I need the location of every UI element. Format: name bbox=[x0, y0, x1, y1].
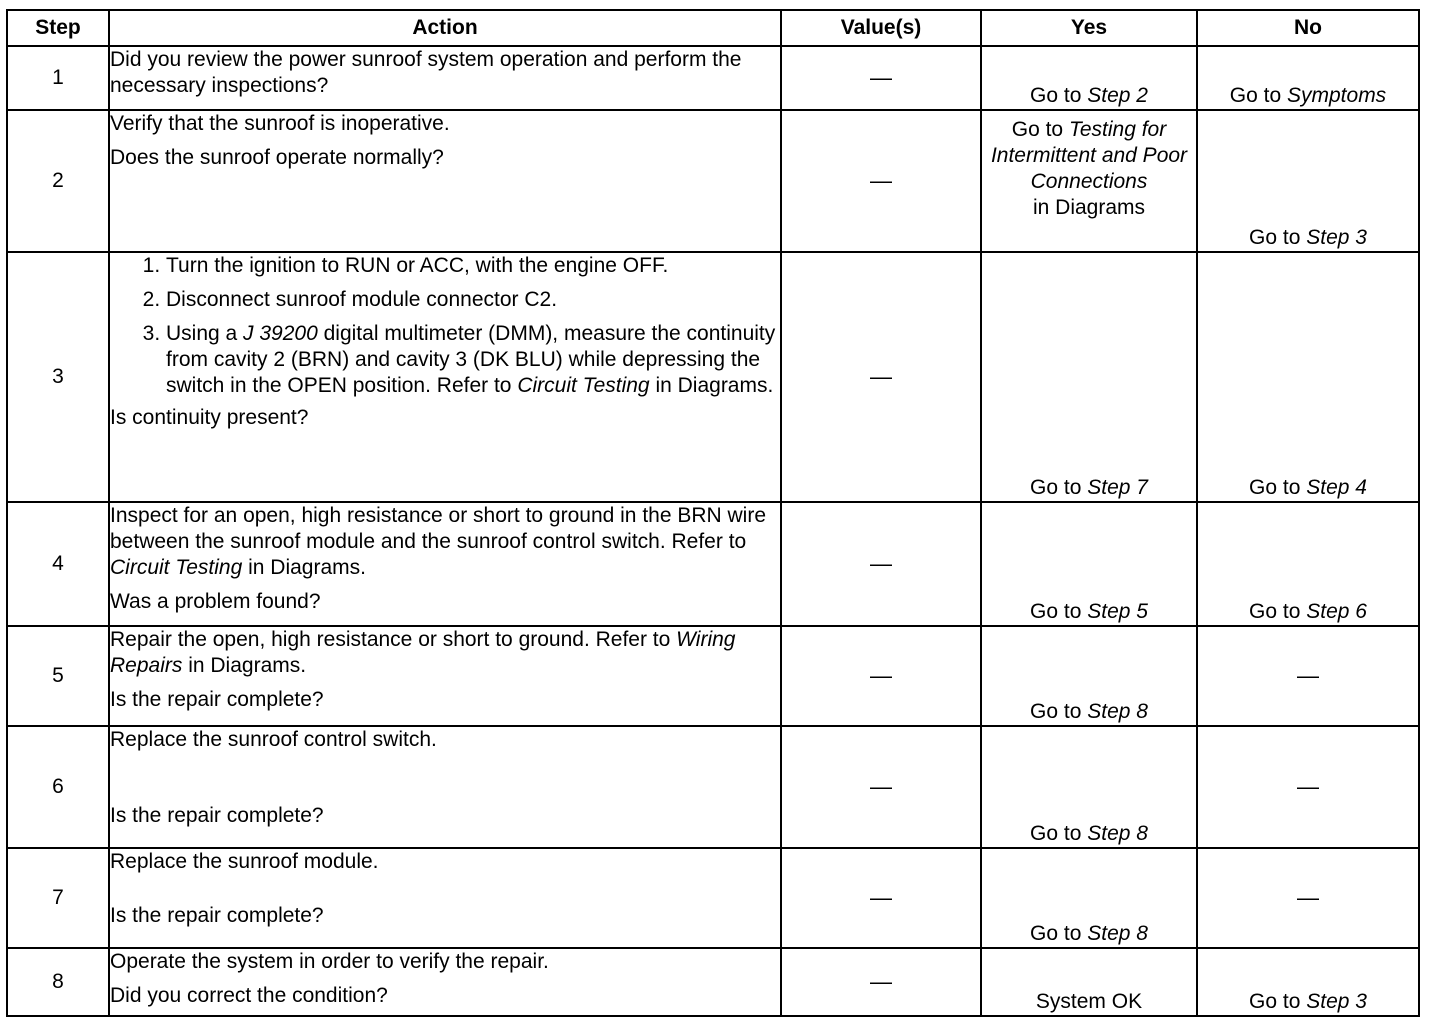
no-prefix: Go to bbox=[1249, 990, 1307, 1013]
value-dash: — bbox=[870, 363, 892, 389]
yes-prefix: Go to bbox=[1030, 600, 1088, 623]
value-cell bbox=[781, 948, 981, 1016]
action-question: Did you correct the condition? bbox=[110, 984, 388, 1007]
no-cell bbox=[1197, 948, 1419, 1016]
step-number: 8 bbox=[7, 948, 109, 1016]
value-dash: — bbox=[870, 64, 892, 90]
yes-suffix-doc: Diagrams bbox=[1055, 196, 1146, 219]
value-cell bbox=[781, 110, 981, 252]
action-cell bbox=[109, 948, 781, 1016]
no-cell bbox=[1197, 626, 1419, 726]
yes-prefix: Go to bbox=[1030, 922, 1088, 945]
action-text: Replace the sunroof control switch. bbox=[110, 728, 437, 751]
header-action: Action bbox=[109, 10, 781, 46]
table-row bbox=[7, 726, 1419, 848]
header-values: Value(s) bbox=[781, 10, 981, 46]
yes-prefix: Go to bbox=[1030, 822, 1088, 845]
yes-prefix: Go to bbox=[1011, 118, 1069, 141]
no-dash: — bbox=[1297, 884, 1319, 910]
yes-cell bbox=[981, 110, 1197, 252]
yes-suffix-in: in bbox=[1032, 196, 1056, 219]
step-number: 4 bbox=[7, 502, 109, 626]
action-cell bbox=[109, 252, 781, 502]
action-question: Is continuity present? bbox=[110, 406, 309, 429]
header-no: No bbox=[1197, 10, 1419, 46]
yes-prefix: Go to bbox=[1030, 84, 1088, 107]
action-cell bbox=[109, 46, 781, 110]
step-number: 5 bbox=[7, 626, 109, 726]
procedure-list bbox=[110, 253, 780, 399]
header-yes: Yes bbox=[981, 10, 1197, 46]
yes-cell bbox=[981, 948, 1197, 1016]
no-link[interactable]: Step 4 bbox=[1306, 476, 1367, 499]
tool-ref: J 39200 bbox=[243, 322, 318, 345]
value-cell bbox=[781, 726, 981, 848]
action-question: Is the repair complete? bbox=[110, 904, 324, 927]
no-prefix: Go to bbox=[1229, 84, 1287, 107]
header-step: Step bbox=[7, 10, 109, 46]
yes-link[interactable]: Step 5 bbox=[1087, 600, 1148, 623]
no-cell bbox=[1197, 848, 1419, 948]
no-prefix: Go to bbox=[1249, 476, 1307, 499]
yes-cell bbox=[981, 252, 1197, 502]
yes-cell bbox=[981, 502, 1197, 626]
value-cell bbox=[781, 252, 981, 502]
list-item: 2. Disconnect sunroof module connector C2. bbox=[166, 287, 780, 313]
action-cell bbox=[109, 110, 781, 252]
step-number: 2 bbox=[7, 110, 109, 252]
yes-link[interactable]: Step 7 bbox=[1087, 476, 1148, 499]
action-text: Verify that the sunroof is inoperative. bbox=[110, 112, 450, 135]
yes-cell bbox=[981, 626, 1197, 726]
action-question: Was a problem found? bbox=[110, 590, 321, 613]
no-cell bbox=[1197, 502, 1419, 626]
yes-prefix: Go to bbox=[1030, 700, 1088, 723]
yes-cell bbox=[981, 726, 1197, 848]
value-cell bbox=[781, 848, 981, 948]
no-cell bbox=[1197, 46, 1419, 110]
action-question: Is the repair complete? bbox=[110, 688, 324, 711]
step-number: 1 bbox=[7, 46, 109, 110]
no-dash: — bbox=[1297, 773, 1319, 799]
yes-link[interactable]: Testing for Intermittent and Poor Connections bbox=[990, 118, 1188, 193]
no-dash: — bbox=[1297, 662, 1319, 688]
table-row bbox=[7, 502, 1419, 626]
action-question: Is the repair complete? bbox=[110, 804, 324, 827]
list-item: 1. Turn the ignition to RUN or ACC, with the engine OFF. bbox=[166, 253, 780, 279]
table-row bbox=[7, 626, 1419, 726]
yes-link[interactable]: Step 2 bbox=[1087, 84, 1148, 107]
value-dash: — bbox=[870, 968, 892, 994]
no-cell bbox=[1197, 110, 1419, 252]
value-cell bbox=[781, 502, 981, 626]
table-row bbox=[7, 110, 1419, 252]
no-link[interactable]: Step 3 bbox=[1306, 990, 1367, 1013]
value-dash: — bbox=[870, 773, 892, 799]
step-number: 7 bbox=[7, 848, 109, 948]
action-text: Inspect for an open, high resistance or short to ground in the BRN wire between the sunroof module and the sunroof control switch. Refer to Circuit Testing in Diagrams. bbox=[110, 504, 767, 579]
yes-link[interactable]: Step 8 bbox=[1087, 822, 1148, 845]
action-cell bbox=[109, 502, 781, 626]
yes-link[interactable]: Step 8 bbox=[1087, 700, 1148, 723]
no-cell bbox=[1197, 726, 1419, 848]
action-question: Does the sunroof operate normally? bbox=[110, 146, 444, 169]
table-row bbox=[7, 46, 1419, 110]
no-prefix: Go to bbox=[1249, 600, 1307, 623]
table-row bbox=[7, 252, 1419, 502]
table-row bbox=[7, 848, 1419, 948]
action-text: Did you review the power sunroof system operation and perform the necessary inspections? bbox=[110, 48, 742, 97]
step-number: 3 bbox=[7, 252, 109, 502]
list-item: 3. Using a J 39200 digital multimeter (DMM), measure the continuity from cavity 2 (BRN) and cavity 3 (DK BLU) while depressing the switch in the OPEN position. Refer to Circuit Testing in Diagrams. bbox=[166, 321, 780, 399]
value-cell bbox=[781, 46, 981, 110]
value-dash: — bbox=[870, 550, 892, 576]
no-cell bbox=[1197, 252, 1419, 502]
action-cell bbox=[109, 626, 781, 726]
circuit-testing-link[interactable]: Circuit Testing bbox=[110, 556, 243, 579]
yes-link[interactable]: Step 8 bbox=[1087, 922, 1148, 945]
value-cell bbox=[781, 626, 981, 726]
action-text: Replace the sunroof module. bbox=[110, 850, 379, 873]
wiring-repairs-link[interactable]: Wiring Repairs bbox=[110, 628, 736, 677]
circuit-testing-link[interactable]: Circuit Testing bbox=[517, 374, 650, 397]
action-cell bbox=[109, 848, 781, 948]
header-row bbox=[7, 10, 1419, 46]
action-cell bbox=[109, 726, 781, 848]
yes-prefix: Go to bbox=[1030, 476, 1088, 499]
no-link[interactable]: Step 6 bbox=[1306, 600, 1367, 623]
value-dash: — bbox=[870, 662, 892, 688]
action-text: Operate the system in order to verify the repair. bbox=[110, 950, 549, 973]
value-dash: — bbox=[870, 167, 892, 193]
diagnostic-table bbox=[6, 9, 1420, 1017]
yes-cell bbox=[981, 848, 1197, 948]
value-dash: — bbox=[870, 884, 892, 910]
no-prefix: Go to bbox=[1249, 226, 1307, 249]
no-link[interactable]: Step 3 bbox=[1306, 226, 1367, 249]
no-link[interactable]: Symptoms bbox=[1287, 84, 1387, 107]
table-row bbox=[7, 948, 1419, 1016]
step-number: 6 bbox=[7, 726, 109, 848]
yes-system-ok: System OK bbox=[1035, 990, 1143, 1013]
action-text: Repair the open, high resistance or short to ground. Refer to Wiring Repairs in Diagrams. bbox=[110, 628, 736, 677]
yes-cell bbox=[981, 46, 1197, 110]
